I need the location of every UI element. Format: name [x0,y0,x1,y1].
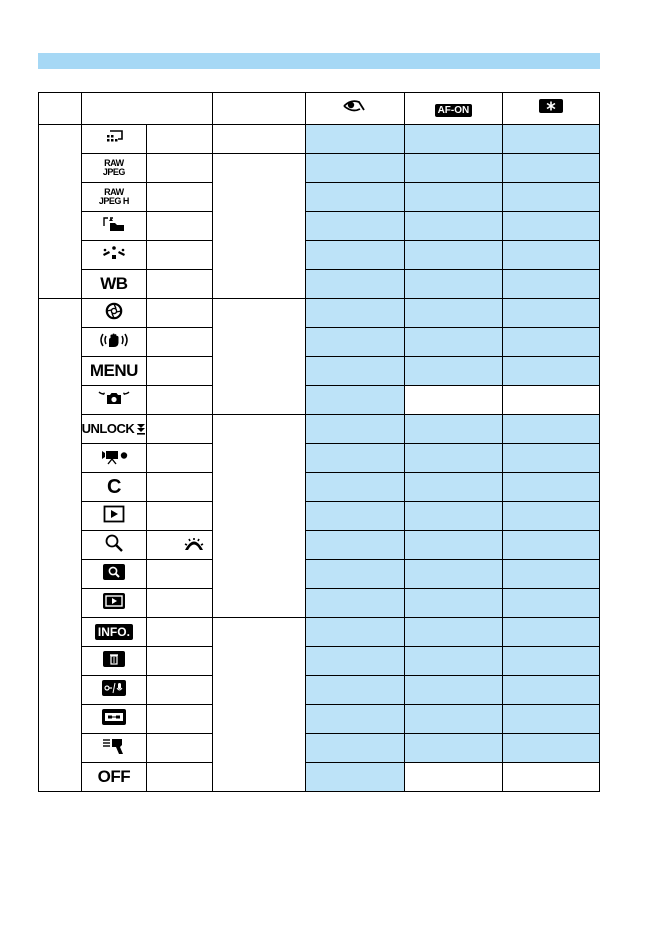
playback-box-icon [103,593,125,609]
function-description-cell [147,125,213,154]
function-description-cell [147,241,213,270]
assignable-cell-ae-lock [503,125,600,154]
assignable-cell-af-on [404,502,503,531]
assignable-cell-af-on [404,183,503,212]
table-row [39,241,600,270]
function-icon-cell [81,154,147,183]
function-icon-cell [81,212,147,241]
assignable-cell-af-on [404,299,503,328]
assignable-cell-af-on [404,618,503,647]
table-row [39,154,600,183]
flash-icon [102,737,126,755]
function-icon-cell [81,502,147,531]
assignable-cell-ae-lock [503,241,600,270]
aperture-icon [105,302,123,320]
function-icon-cell [81,589,147,618]
assignable-cell-eye-af [305,270,404,299]
assignable-cell-af-on [404,154,503,183]
header-col-ae-lock [503,93,600,125]
assignable-cell-ae-lock [503,386,600,415]
assignable-cell-eye-af [305,618,404,647]
assignable-cell-ae-lock [503,705,600,734]
image-stabilizer-icon [97,331,131,349]
header-sub-cell [213,93,306,125]
function-description-cell [147,328,213,357]
erase-icon [103,651,125,667]
table-row [39,444,600,473]
table-row [39,734,600,763]
table-row [39,183,600,212]
assignable-cell-ae-lock [503,270,600,299]
function-icon-cell [81,125,147,154]
assignable-cell-ae-lock [503,444,600,473]
function-icon-cell [81,444,147,473]
sub-group-cell [213,299,306,415]
table-row [39,299,600,328]
function-description-cell [147,676,213,705]
assignable-cell-eye-af [305,589,404,618]
text-icon-info-: INFO. [95,624,133,640]
assignable-cell-af-on [404,270,503,299]
table-row [39,589,600,618]
table-row [39,357,600,386]
assignable-cell-af-on [404,212,503,241]
assignable-cell-ae-lock [503,154,600,183]
assignable-cell-eye-af [305,212,404,241]
drive-mode-icon [104,129,124,145]
assignable-cell-af-on [404,357,503,386]
function-icon-cell [81,734,147,763]
assignable-cell-eye-af [305,502,404,531]
af-on-icon: AF-ON [435,104,473,117]
text-icon-raw-jpeg: RAW JPEG [102,157,125,177]
function-description-cell [147,415,213,444]
function-description-cell [147,589,213,618]
assignable-cell-eye-af [305,386,404,415]
magnify-box-icon [103,564,125,580]
assignable-cell-ae-lock [503,299,600,328]
table-row [39,676,600,705]
header-group-cell [39,93,82,125]
protect-voice-icon [102,680,126,696]
function-icon-cell [81,328,147,357]
assignable-cell-eye-af [305,328,404,357]
function-description-cell [147,531,213,560]
table-row [39,270,600,299]
assignable-cell-af-on [404,676,503,705]
assignable-cell-ae-lock [503,357,600,386]
assignable-cell-af-on [404,415,503,444]
assignable-cell-eye-af [305,415,404,444]
assignable-cell-af-on [404,125,503,154]
text-icon-raw-jpeg-h: RAW JPEG H [98,186,129,206]
assignable-cell-eye-af [305,125,404,154]
function-description-cell [147,734,213,763]
assignable-cell-af-on [404,386,503,415]
text-icon-unlock: UNLOCK [81,421,135,437]
assignable-cell-eye-af [305,444,404,473]
header-function-cell [81,93,213,125]
table-row [39,415,600,444]
assignable-cell-af-on [404,589,503,618]
function-description-cell [147,444,213,473]
assignable-cell-af-on [404,763,503,792]
assignable-cell-ae-lock [503,618,600,647]
assignable-cell-af-on [404,705,503,734]
text-icon-off: OFF [97,767,131,787]
assignable-cell-af-on [404,734,503,763]
assignable-cell-eye-af [305,183,404,212]
sub-group-cell [213,125,306,154]
function-description-cell [147,705,213,734]
assignable-cell-eye-af [305,357,404,386]
movie-record-icon [97,447,131,465]
assignable-cell-eye-af [305,560,404,589]
function-icon-cell [81,705,147,734]
table-row [39,531,600,560]
table-row [39,212,600,241]
function-icon-cell [81,647,147,676]
header-col-af-on [404,93,503,125]
assignable-cell-eye-af [305,299,404,328]
function-description-cell [147,154,213,183]
function-description-cell [147,647,213,676]
assignable-cell-ae-lock [503,560,600,589]
table-row [39,125,600,154]
function-description-cell [147,299,213,328]
folder-icon [102,216,126,232]
group-cell [39,299,82,792]
table-row [39,328,600,357]
assignable-cell-ae-lock [503,328,600,357]
text-icon-menu: MENU [89,361,138,381]
table-row [39,560,600,589]
assignable-cell-af-on [404,531,503,560]
assignable-cell-ae-lock [503,734,600,763]
camera-switch-icon [97,389,131,407]
assignable-cell-ae-lock [503,647,600,676]
assignable-cell-ae-lock [503,531,600,560]
table-row [39,647,600,676]
aspect-ratio-icon [102,709,126,725]
eye-af-icon [342,98,368,114]
function-icon-cell [81,473,147,502]
section-banner [38,53,600,69]
table-row [39,473,600,502]
assignable-cell-af-on [404,444,503,473]
function-icon-cell [81,270,147,299]
function-description-cell [147,270,213,299]
assignable-cell-af-on [404,647,503,676]
main-dial-icon [184,537,204,556]
function-assignment-table [38,92,600,792]
assignable-cell-eye-af [305,763,404,792]
assignable-cell-eye-af [305,473,404,502]
table-row [39,502,600,531]
function-icon-cell [81,618,147,647]
group-cell [39,125,82,299]
function-description-cell [147,618,213,647]
sub-group-cell [213,154,306,299]
playback-icon [103,505,125,523]
function-icon-cell [81,676,147,705]
table-row [39,763,600,792]
table-header-row [39,93,600,125]
assignable-cell-ae-lock [503,502,600,531]
assignable-cell-eye-af [305,647,404,676]
function-icon-cell [81,415,147,444]
function-description-cell [147,357,213,386]
assignable-cell-ae-lock [503,589,600,618]
assignable-cell-eye-af [305,676,404,705]
function-description-cell [147,473,213,502]
assignable-cell-ae-lock [503,212,600,241]
function-icon-cell [81,531,147,560]
sub-group-cell [213,618,306,792]
header-col-eye-af [305,93,404,125]
function-icon-cell [81,357,147,386]
assignable-cell-ae-lock [503,763,600,792]
assignable-cell-ae-lock [503,415,600,444]
function-icon-cell [81,560,147,589]
function-description-cell [147,386,213,415]
assignable-cell-eye-af [305,241,404,270]
assignable-cell-eye-af [305,531,404,560]
assignable-cell-ae-lock [503,183,600,212]
assignable-cell-af-on [404,328,503,357]
assignable-cell-eye-af [305,154,404,183]
table-row [39,386,600,415]
picture-style-icon [101,245,127,261]
asterisk-ae-lock-icon [538,98,564,114]
magnify-icon [104,533,124,553]
function-icon-cell [81,183,147,212]
function-icon-cell [81,386,147,415]
function-description-cell [147,183,213,212]
table-row [39,705,600,734]
assignable-cell-ae-lock [503,473,600,502]
function-description-cell [147,212,213,241]
function-description-cell [147,560,213,589]
function-icon-cell [81,241,147,270]
sub-group-cell [213,415,306,618]
assignable-cell-af-on [404,473,503,502]
function-description-cell [147,763,213,792]
assignable-cell-af-on [404,560,503,589]
text-icon-wb: WB [100,274,128,294]
assignable-cell-eye-af [305,705,404,734]
assignable-cell-eye-af [305,734,404,763]
assignable-cell-af-on [404,241,503,270]
assignable-cell-ae-lock [503,676,600,705]
table-row [39,618,600,647]
function-icon-cell [81,763,147,792]
function-icon-cell [81,299,147,328]
text-icon-c: C [106,476,121,498]
function-description-cell [147,502,213,531]
